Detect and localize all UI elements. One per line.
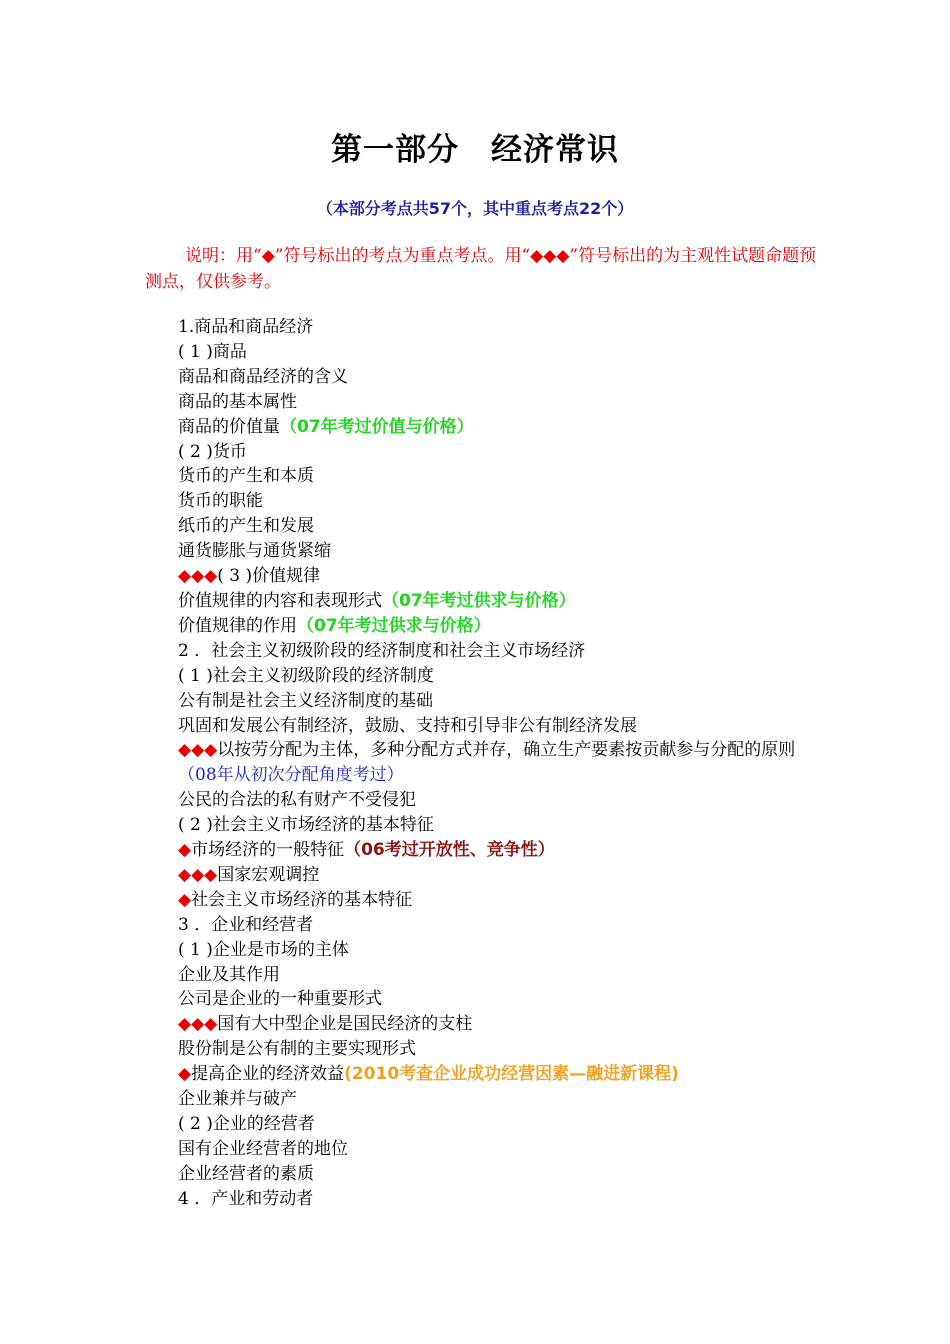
- exam-annotation: （07年考过供求与价格）: [297, 615, 491, 636]
- outline-line: 纸币的产生和发展: [178, 516, 314, 537]
- diamond-icon: ◆: [178, 889, 192, 910]
- outline-line: 公民的合法的私有财产不受侵犯: [178, 790, 416, 811]
- outline-line: ◆◆◆( 3 )价值规律: [178, 566, 321, 587]
- outline-line: 商品的基本属性: [178, 391, 297, 412]
- outline-line: ◆◆◆以按劳分配为主体，多种分配方式并存，确立生产要素按贡献参与分配的原则（08年从初次分配角度考过）: [178, 740, 796, 786]
- outline-line: ( 1 )社会主义初级阶段的经济制度: [178, 665, 434, 686]
- outline-line: 4 ．产业和劳动者: [178, 1188, 314, 1209]
- outline-line: 货币的产生和本质: [178, 466, 314, 487]
- outline-line: ◆提高企业的经济效益(2010考查企业成功经营因素—融进新课程): [178, 1064, 679, 1085]
- outline-line: 企业兼并与破产: [178, 1089, 297, 1110]
- page-title: 第一部分 经济常识: [331, 132, 619, 168]
- outline-line: 商品的价值量（07年考过价值与价格）: [178, 416, 474, 437]
- triple-diamond-icon: ◆◆◆: [530, 246, 570, 266]
- outline-line: 通货膨胀与通货紧缩: [178, 541, 331, 562]
- outline-line: 股份制是公有制的主要实现形式: [178, 1039, 416, 1060]
- note-text-3: ”符号标出的为主观性试题命题预测点，仅供参考。: [145, 246, 817, 292]
- outline-line: ( 2 )企业的经营者: [178, 1114, 315, 1134]
- outline-line: 货币的职能: [178, 491, 263, 512]
- note-text-2: ”符号标出的考点为重点考点。用“: [274, 246, 531, 266]
- exam-annotation: (2010考查企业成功经营因素—融进新课程): [344, 1064, 679, 1085]
- outline-line: 国有企业经营者的地位: [178, 1138, 348, 1159]
- outline-line: 公有制是社会主义经济制度的基础: [178, 690, 433, 711]
- diamond-icon: ◆: [178, 1064, 192, 1085]
- outline-line: 企业经营者的素质: [178, 1163, 314, 1184]
- page-subtitle: （本部分考点共57个，其中重点考点22个）: [316, 199, 634, 218]
- explanation-note: [145, 243, 820, 295]
- outline-line: ◆社会主义市场经济的基本特征: [178, 889, 413, 910]
- outline-line: 3 ．企业和经营者: [178, 914, 314, 935]
- outline-line: ◆◆◆国有大中型企业是国民经济的支柱: [178, 1014, 473, 1035]
- outline-line: 公司是企业的一种重要形式: [178, 989, 382, 1010]
- outline-line: 2 ．社会主义初级阶段的经济制度和社会主义市场经济: [178, 640, 586, 661]
- outline-line: 巩固和发展公有制经济，鼓励、支持和引导非公有制经济发展: [178, 715, 637, 736]
- outline-line: 价值规律的作用（07年考过供求与价格）: [178, 615, 491, 636]
- outline-line: 企业及其作用: [178, 964, 280, 985]
- topic-outline: [178, 315, 818, 1212]
- outline-line: ◆市场经济的一般特征（06考过开放性、竞争性）: [178, 840, 555, 861]
- exam-annotation: （07年考过供求与价格）: [382, 590, 576, 611]
- note-text-1: 说明：用“: [185, 246, 262, 266]
- outline-line: ( 1 )商品: [178, 341, 247, 362]
- diamond-icon: ◆: [178, 840, 192, 861]
- outline-line: 商品和商品经济的含义: [178, 366, 348, 387]
- triple-diamond-icon: ◆◆◆: [178, 566, 218, 587]
- exam-annotation: （07年考过价值与价格）: [280, 416, 474, 437]
- outline-line: 价值规律的内容和表现形式（07年考过供求与价格）: [178, 590, 576, 611]
- outline-line: ( 2 )货币: [178, 441, 247, 462]
- exam-annotation: （08年从初次分配角度考过）: [178, 765, 404, 786]
- diamond-icon: ◆: [261, 246, 275, 266]
- outline-line: ◆◆◆国家宏观调控: [178, 864, 320, 885]
- outline-line: 1.商品和商品经济: [178, 317, 314, 337]
- exam-annotation: （06考过开放性、竞争性）: [344, 840, 555, 861]
- triple-diamond-icon: ◆◆◆: [178, 740, 218, 761]
- triple-diamond-icon: ◆◆◆: [178, 864, 218, 885]
- triple-diamond-icon: ◆◆◆: [178, 1014, 218, 1035]
- outline-line: ( 2 )社会主义市场经济的基本特征: [178, 815, 434, 836]
- outline-line: ( 1 )企业是市场的主体: [178, 939, 349, 960]
